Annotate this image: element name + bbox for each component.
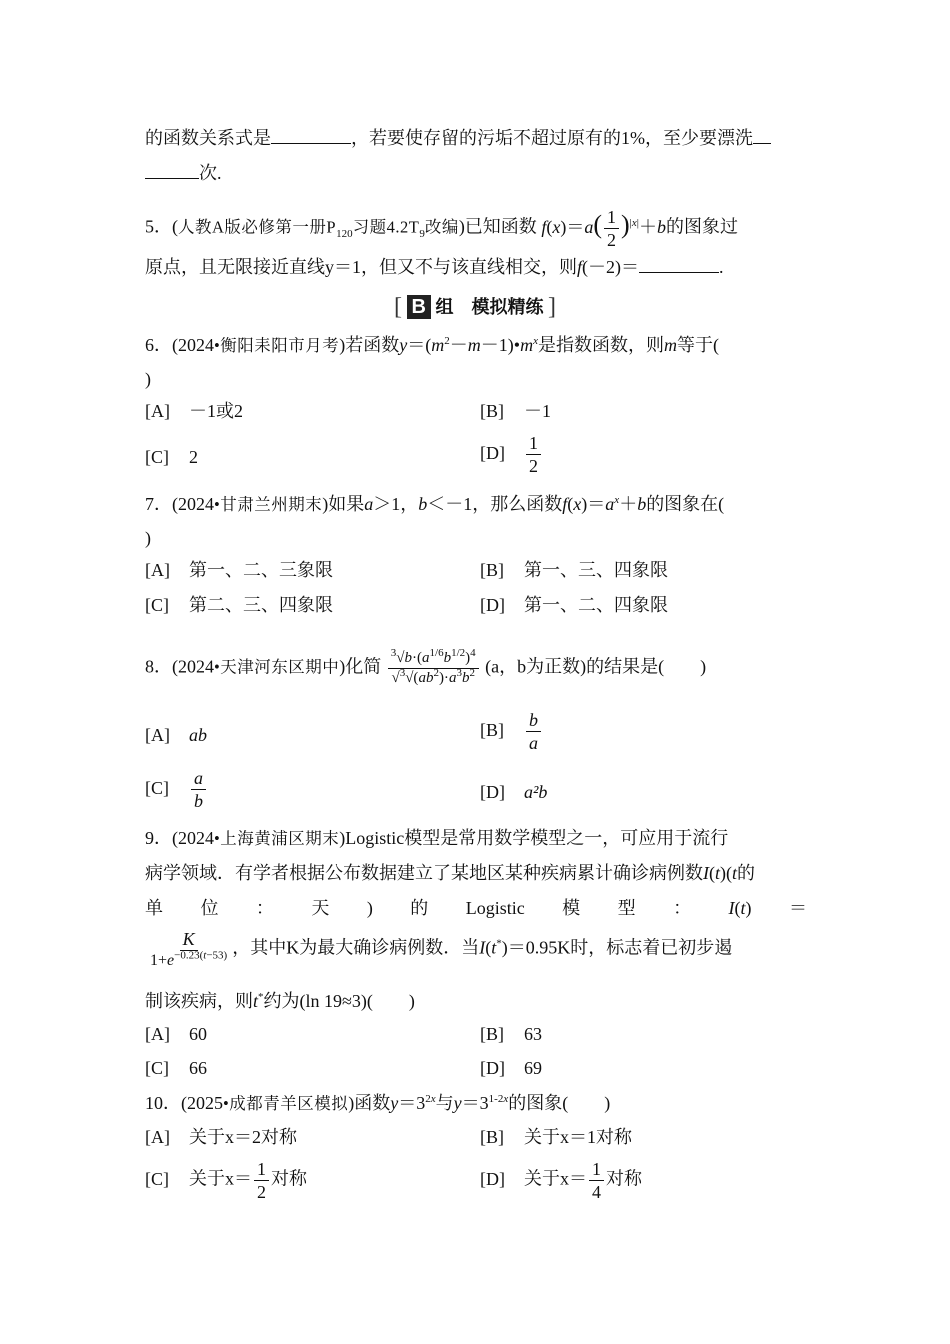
- option-a[interactable]: [A] 关于x＝2对称: [145, 1127, 297, 1147]
- option-b[interactable]: [B] －1: [480, 401, 551, 421]
- question-9-line-2: 病学领域．有学者根据公布数据建立了某地区某种疾病累计确诊病例数I(t)(t的: [145, 863, 756, 883]
- option-b[interactable]: [B] 63: [480, 1024, 542, 1044]
- function-formula: $y=(m^2-m-1)•m^x$: [399, 335, 538, 355]
- radical-expression: $\frac{^3√b\cdot(a^{1/6}b^{1/2})^4}{√^3√(ab^2)\cdot a^3b^2}$: [388, 651, 479, 686]
- question-6-line-2: ): [145, 369, 151, 389]
- intro-line-1: 的函数关系式是 ，若要使存留的污垢不超过原有的1%，至少要漂洗: [145, 125, 807, 151]
- option-d[interactable]: [D] $\frac{1}{2}$: [480, 434, 543, 475]
- logistic-formula: $\frac{K}{1+e^{-0.23(t-53)}}$: [150, 929, 228, 969]
- option-c[interactable]: [C] $\frac{a}{b}$: [145, 769, 208, 810]
- question-8-line-1: 8．(2024•天津河东区期中)化简 $\frac{^3√b\cdot(a^{1/6}b^{1/2})^4}{√^3√(ab^2)\cdot a^3b^2}$ (a，b为正数)的结果是( ): [145, 647, 707, 686]
- option-a[interactable]: [A] －1或2: [145, 401, 243, 421]
- answer-blank: [271, 125, 351, 144]
- question-7-line-2: ): [145, 528, 151, 548]
- option-b[interactable]: [B] 第一、三、四象限: [480, 560, 668, 580]
- answer-blank: [145, 160, 199, 179]
- question-6-line-1: 6．(2024•衡阳耒阳市月考)若函数$y=(m^2-m-1)•m^x$是指数函数，则m等于(: [145, 335, 719, 355]
- question-7-line-1: 7．(2024•甘肃兰州期末)如果a＞1，b＜－1，那么函数$f(x)=a^x+b$的图象在(: [145, 494, 725, 514]
- question-5-line-2: 原点，且无限接近直线y＝1，但又不与该直线相交，则f(－2)＝ .: [145, 254, 807, 280]
- option-d[interactable]: [D] 第一、二、四象限: [480, 595, 668, 615]
- option-d[interactable]: [D] a²b: [480, 782, 548, 802]
- bracket-right: ]: [547, 293, 556, 320]
- option-a[interactable]: [A] 60: [145, 1024, 207, 1044]
- option-c[interactable]: [C] 关于x＝ $\frac{1}{2}$ 对称: [145, 1159, 307, 1202]
- option-d[interactable]: [D] 69: [480, 1058, 542, 1078]
- intro-line-2: 次.: [145, 160, 807, 186]
- function-formula: $f(x)=a^x+b$: [562, 494, 647, 514]
- option-a[interactable]: [A] 第一、二、三象限: [145, 560, 333, 580]
- question-5-line-1: 5．(人教A版必修第一册$P_{120}$习题$4.2T_9$改编)已知函数 f(x)＝a( $\frac{1}{2}$ )$^{|x|}$＋b的图象过: [145, 207, 738, 250]
- bracket-left: [: [394, 293, 403, 320]
- section-header: [0, 290, 950, 322]
- section-title: 组 模拟精练: [435, 296, 544, 317]
- function-value: f(－2)＝: [577, 257, 640, 277]
- option-c[interactable]: [C] 2: [145, 447, 198, 467]
- answer-blank: [753, 125, 771, 144]
- option-b[interactable]: [B] 关于x＝1对称: [480, 1127, 632, 1147]
- function-lhs: I(t): [728, 898, 752, 918]
- question-9-line-4: $\frac{K}{1+e^{-0.23(t-53)}}$ ，其中K为最大确诊病例数．当I(t*)＝0.95K时，标志着已初步遏: [145, 930, 807, 969]
- option-b[interactable]: [B] $\frac{b}{a}$: [480, 711, 543, 752]
- function-formula: f(x)＝a( $\frac{1}{2}$ )$^{|x|}$＋b: [541, 207, 666, 250]
- question-9-line-5: 制该疾病，则t*约为(ln 19≈3)( ): [145, 991, 415, 1011]
- option-c[interactable]: [C] 66: [145, 1058, 207, 1078]
- question-10-line-1: 10．(2025•成都青羊区模拟)函数$y=3^{2x}$与$y=3^{1-2x}$的图象( ): [145, 1093, 611, 1113]
- option-d[interactable]: [D] 关于x＝ $\frac{1}{4}$ 对称: [480, 1159, 642, 1202]
- option-a[interactable]: [A] ab: [145, 725, 207, 745]
- question-9-line-1: 9．(2024•上海黄浦区期末)Logistic模型是常用数学模型之一，可应用于流行: [145, 828, 729, 848]
- group-label: B: [407, 295, 431, 319]
- answer-blank: [639, 254, 719, 273]
- question-9-line-3: 单 位 ： 天 ) 的 Logistic 模 型 ： I(t) ＝: [145, 895, 807, 921]
- option-c[interactable]: [C] 第二、三、四象限: [145, 595, 333, 615]
